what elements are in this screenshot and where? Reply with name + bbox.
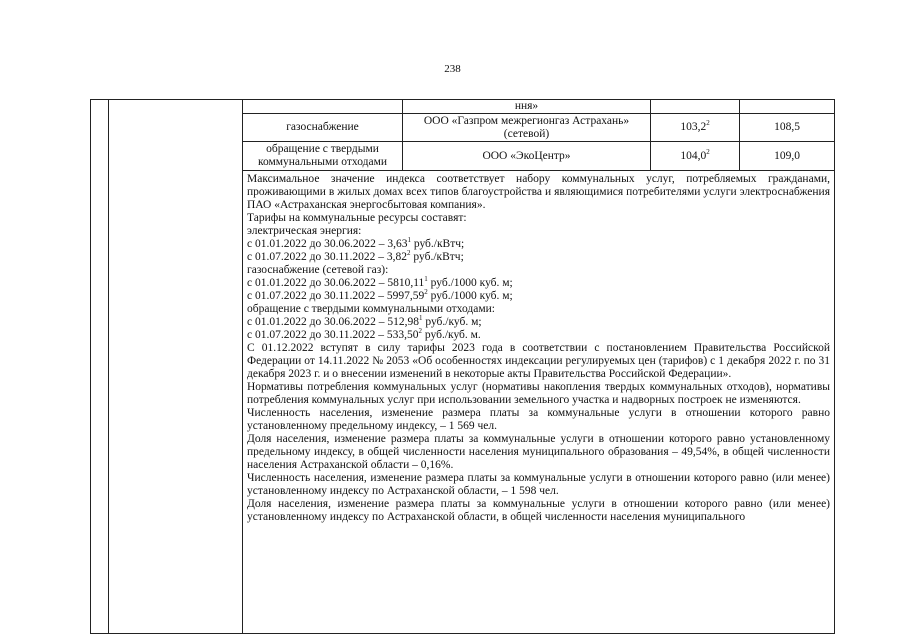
provider-fragment: ння» — [403, 100, 651, 114]
index1-cell-empty — [651, 100, 740, 114]
service-waste: обращение с твердыми коммунальными отходами — [243, 142, 403, 171]
column-2-cell — [109, 100, 243, 634]
paragraph-electricity-label: электрическая энергия: — [247, 225, 362, 237]
paragraph-norms: Нормативы потребления коммунальных услуг (нормативы накопления твердых коммунальных отходов), нормативы потребления коммунальных услуг при использовании земельного участка и надворных построек не изменяются. — [247, 381, 830, 406]
paragraph-population-equal: Численность населения, изменение размера платы за коммунальные услуги в отношении которого равно установленному предельному индексу, – 1 569 чел. — [247, 407, 830, 432]
provider-waste: ООО «ЭкоЦентр» — [403, 142, 651, 171]
tariff-gas-1: с 01.01.2022 до 30.06.2022 – 5810,11$^1$ руб./1000 куб. м; — [247, 275, 513, 289]
paragraph-tariffs-intro: Тарифы на коммунальные ресурсы составят: — [247, 212, 467, 224]
tariff-waste-1: с 01.01.2022 до 30.06.2022 – 512,98$^1$ руб./куб. м; — [247, 314, 482, 328]
tariff-electricity-1: с 01.01.2022 до 30.06.2022 – 3,63$^1$ руб./кВтч; — [247, 236, 465, 250]
tariff-electricity-2: с 01.07.2022 до 30.11.2022 – 3,82$^2$ руб./кВтч; — [247, 249, 464, 263]
tariff-gas-2: с 01.07.2022 до 30.11.2022 – 5997,59$^2$ руб./1000 куб. м; — [247, 288, 513, 302]
paragraph-gas-label: газоснабжение (сетевой газ): — [247, 264, 389, 276]
index2-waste: 109,0 — [740, 142, 835, 171]
document-table — [90, 99, 835, 634]
description-cell — [243, 171, 835, 634]
index1-gas: 103,2$^2$ — [651, 114, 740, 142]
paragraph-population-less: Численность населения, изменение размера платы за коммунальные услуги в отношении которого равно (или менее) установленному индексу по Астраханской области, – 1 598 чел. — [247, 472, 830, 497]
paragraph-max-index: Максимальное значение индекса соответствует набору коммунальных услуг, потребляемых гражданами, проживающими в жилых домах всех типов благоустройства и являющимися потребителями услуги электроснабжения ПАО «Астраханская энергосбытовая компания». — [247, 173, 830, 211]
service-gas: газоснабжение — [243, 114, 403, 142]
page-number: 238 — [444, 63, 461, 75]
tariff-waste-2: с 01.07.2022 до 30.11.2022 – 533,50$^2$ руб./куб. м. — [247, 327, 481, 341]
service-cell-empty — [243, 100, 403, 114]
index2-cell-empty — [740, 100, 835, 114]
index1-waste: 104,0$^2$ — [651, 142, 740, 171]
paragraph-waste-label: обращение с твердыми коммунальными отходами: — [247, 303, 495, 315]
paragraph-share-equal: Доля населения, изменение размера платы за коммунальные услуги в отношении которого равно установленному предельному индексу, в общей численности населения муниципального образования – 49,54%, в общей численности населения Астраханской области – 0,16%. — [247, 433, 830, 471]
column-1-cell — [91, 100, 109, 634]
paragraph-2023-tariffs: С 01.12.2022 вступят в силу тарифы 2023 года в соответствии с постановлением Правительства Российской Федерации от 14.11.2022 № 2053 «Об особенностях индексации регулируемых цен (тарифов) с 1 декабря 2022 г. по 31 декабря 2023 г. и о внесении изменений в некоторые акты Правительства Российской Федерации». — [247, 342, 830, 380]
index2-gas: 108,5 — [740, 114, 835, 142]
paragraph-share-less: Доля населения, изменение размера платы за коммунальные услуги в отношении которого равно (или менее) установленному индексу по Астраханской области, в общей численности населения муниципального — [247, 498, 830, 523]
provider-gas: ООО «Газпром межрегионгаз Астрахань» (сетевой) — [403, 114, 651, 142]
